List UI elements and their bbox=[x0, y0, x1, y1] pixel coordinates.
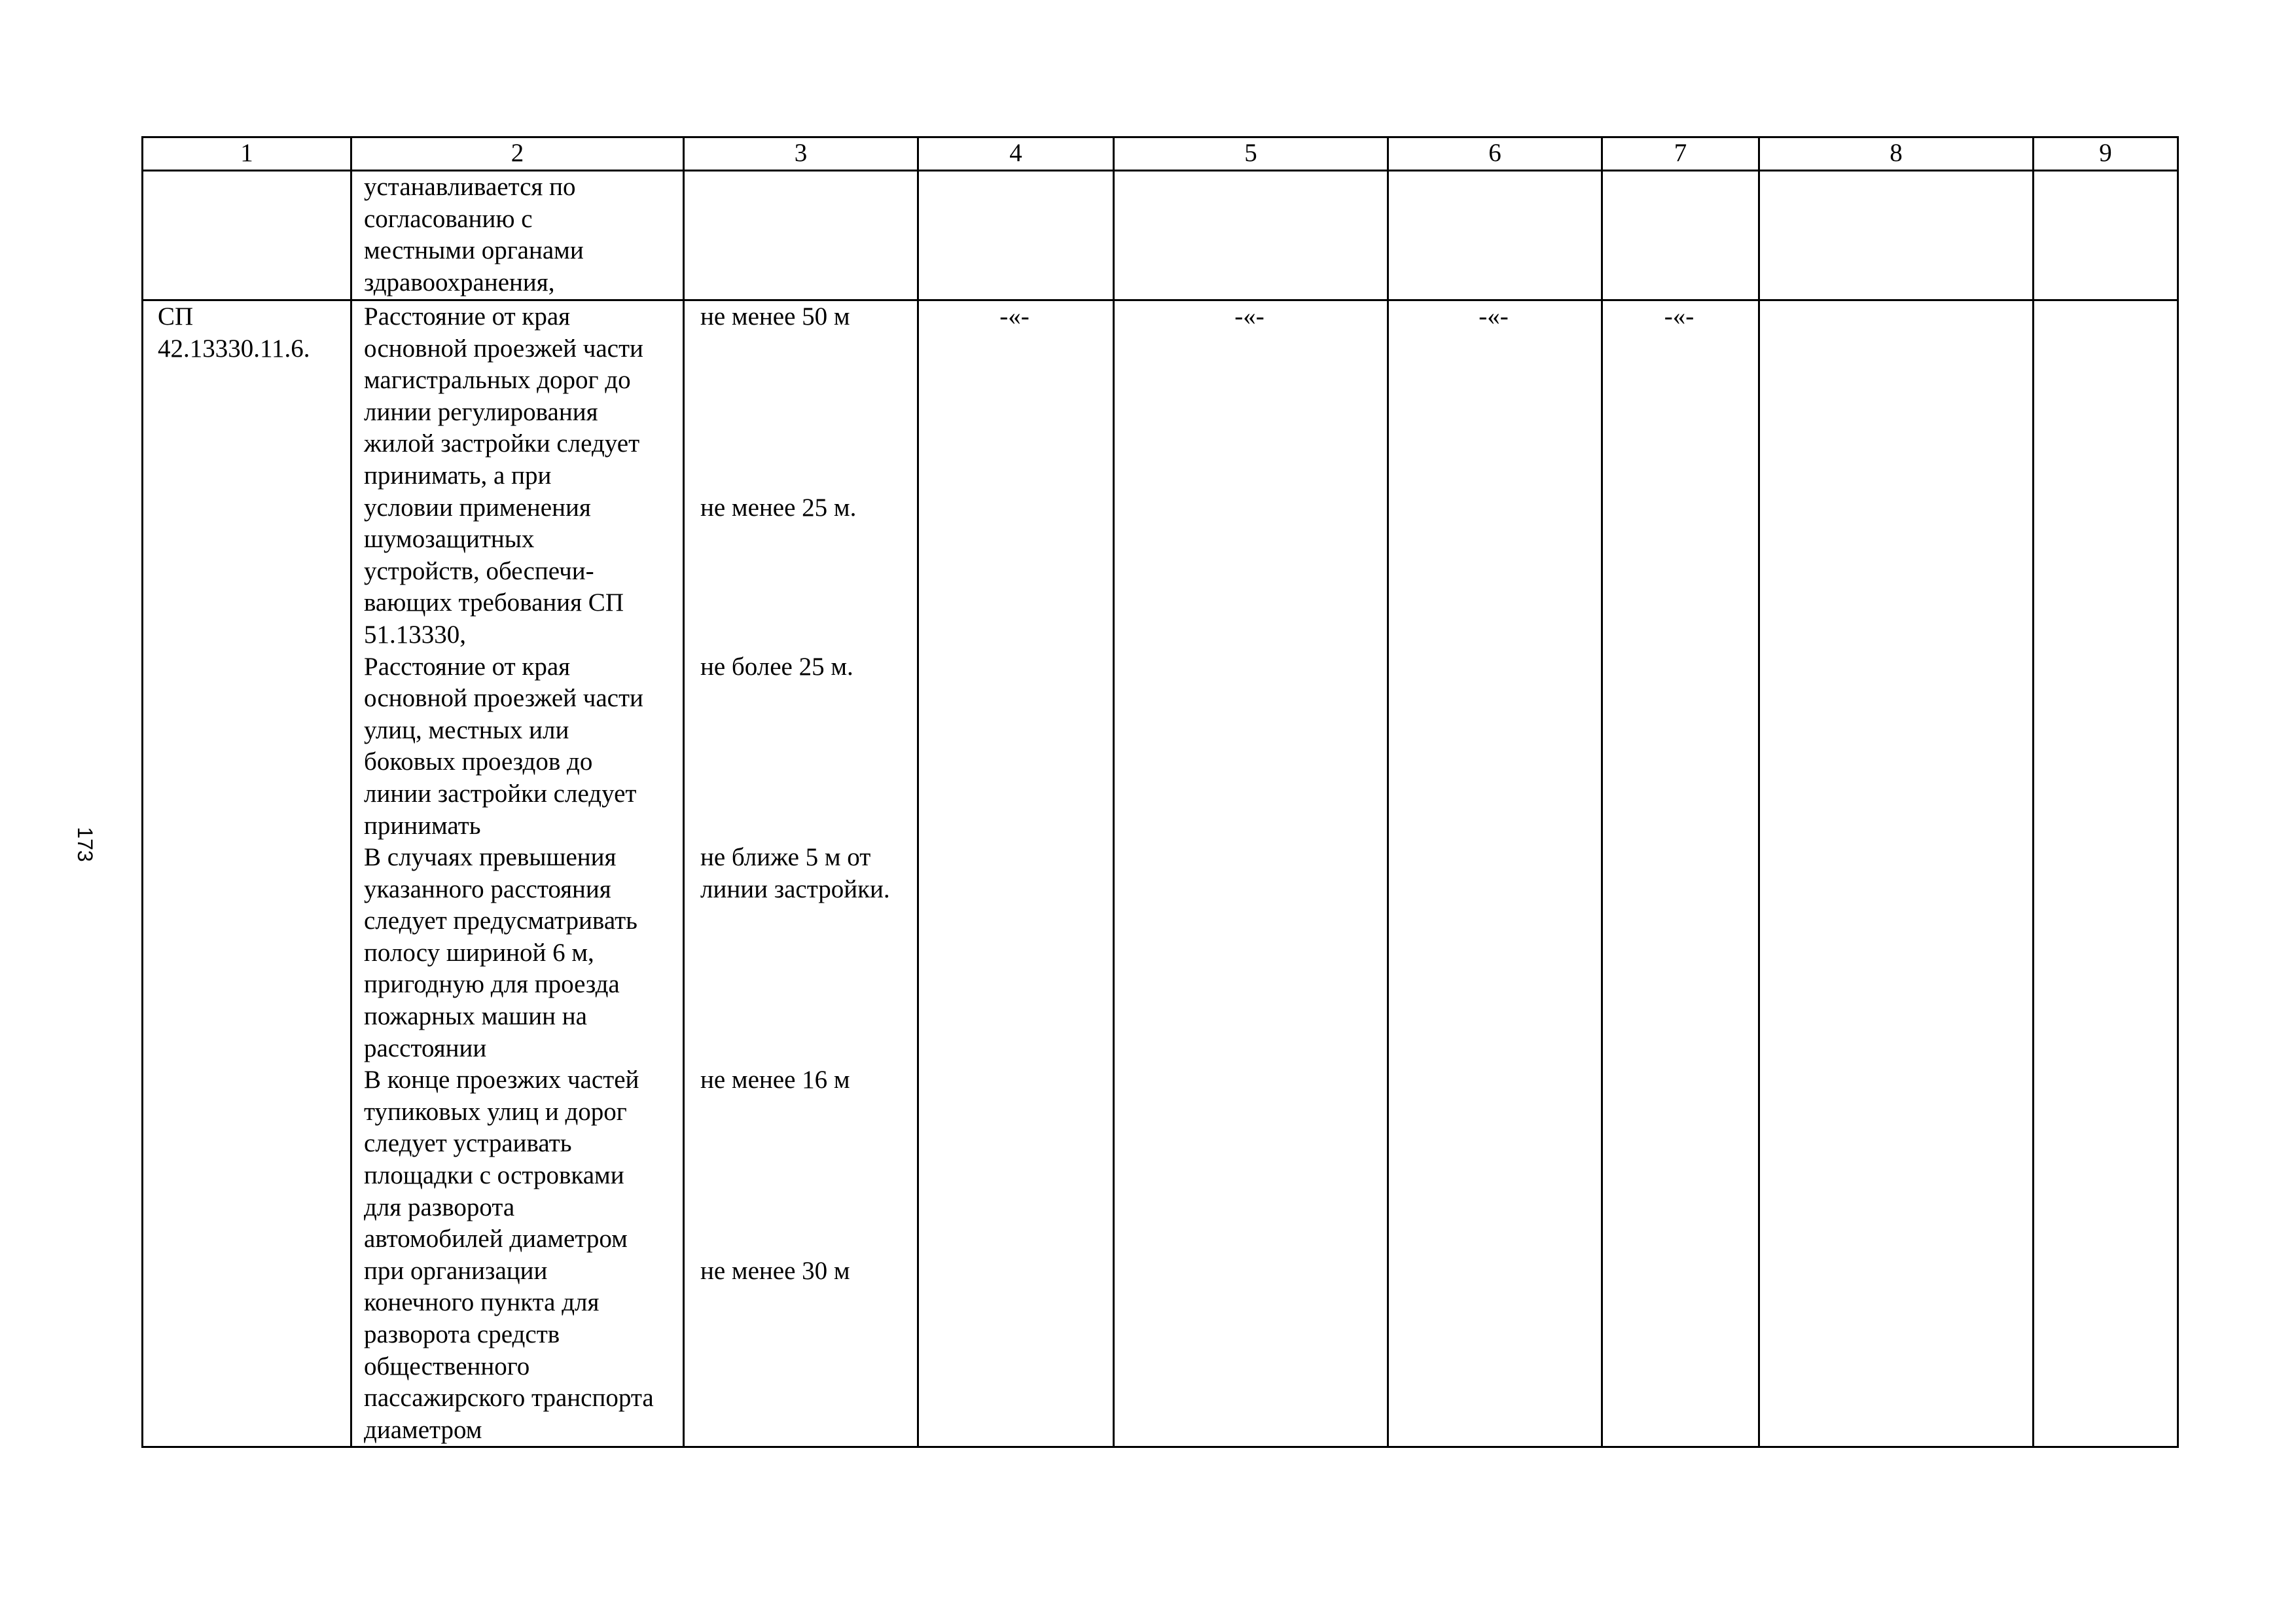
row2-col9-cell bbox=[2034, 300, 2178, 1447]
header-cell-5: 5 bbox=[1114, 137, 1388, 171]
row1-col1-cell bbox=[143, 171, 351, 300]
row1-col6-cell bbox=[1388, 171, 1602, 300]
value-6: не менее 30 м bbox=[700, 1256, 850, 1285]
regulations-table bbox=[141, 136, 2179, 1448]
row1-col3-cell bbox=[684, 171, 918, 300]
row2-col2-cell bbox=[351, 300, 684, 1447]
value-2: не менее 25 м. bbox=[700, 493, 857, 522]
ditto-mark: -«- bbox=[1664, 302, 1695, 331]
ditto-mark: -«- bbox=[1479, 302, 1509, 331]
row2-col6-cell bbox=[1388, 300, 1602, 1447]
row1-col5-cell bbox=[1114, 171, 1388, 300]
value-1: не менее 50 м bbox=[700, 302, 850, 331]
requirement-text-1: Расстояние от края основной проезжей части магистральных дорог до линии регулирования жилой застройки следует принимать, а при условии применения шумозащитных устройств, обеспечи- вающих требования СП 51.13330, bbox=[364, 302, 643, 649]
header-cell-4: 4 bbox=[918, 137, 1114, 171]
header-cell-1: 1 bbox=[143, 137, 351, 171]
table-row bbox=[143, 171, 2178, 300]
ditto-mark: -«- bbox=[1234, 302, 1265, 331]
requirement-text-5: при организации конечного пункта для разворота средств общественного пассажирского транспорта диаметром bbox=[364, 1256, 654, 1444]
header-cell-3: 3 bbox=[684, 137, 918, 171]
requirement-text-4: В конце проезжих частей тупиковых улиц и дорог следует устраивать площадки с островками для разворота автомобилей диаметром bbox=[364, 1066, 639, 1254]
row1-col2-cell bbox=[351, 171, 684, 300]
row1-col4-cell bbox=[918, 171, 1114, 300]
requirement-text-2: Расстояние от края основной проезжей части улиц, местных или боковых проездов до линии застройки следует принимать bbox=[364, 652, 643, 840]
row1-col9-cell bbox=[2034, 171, 2178, 300]
header-cell-2: 2 bbox=[351, 137, 684, 171]
header-cell-8: 8 bbox=[1759, 137, 2034, 171]
value-3: не более 25 м. bbox=[700, 652, 853, 681]
requirement-text-3: В случаях превышения указанного расстояния следует предусматривать полосу шириной 6 м, пригодную для проезда пожарных машин на расстоянии bbox=[364, 843, 637, 1062]
header-cell-6: 6 bbox=[1388, 137, 1602, 171]
row2-col8-cell bbox=[1759, 300, 2034, 1447]
header-cell-7: 7 bbox=[1602, 137, 1759, 171]
row1-col7-cell bbox=[1602, 171, 1759, 300]
regulation-reference: СП 42.13330.11.6. bbox=[158, 302, 310, 363]
value-4: не ближе 5 м от линии застройки. bbox=[700, 843, 890, 903]
row2-col1-cell bbox=[143, 300, 351, 1447]
row2-col3-cell bbox=[684, 300, 918, 1447]
table-header-row bbox=[143, 137, 2178, 171]
value-5: не менее 16 м bbox=[700, 1066, 850, 1094]
row2-col5-cell bbox=[1114, 300, 1388, 1447]
page-number: 173 bbox=[73, 827, 97, 862]
row1-requirement-text: устанавливается по согласованию с местными органами здравоохранения, bbox=[364, 173, 584, 297]
header-cell-9: 9 bbox=[2034, 137, 2178, 171]
table-row bbox=[143, 300, 2178, 1447]
row2-col4-cell bbox=[918, 300, 1114, 1447]
row1-col8-cell bbox=[1759, 171, 2034, 300]
row2-col7-cell bbox=[1602, 300, 1759, 1447]
ditto-mark: -«- bbox=[999, 302, 1030, 331]
